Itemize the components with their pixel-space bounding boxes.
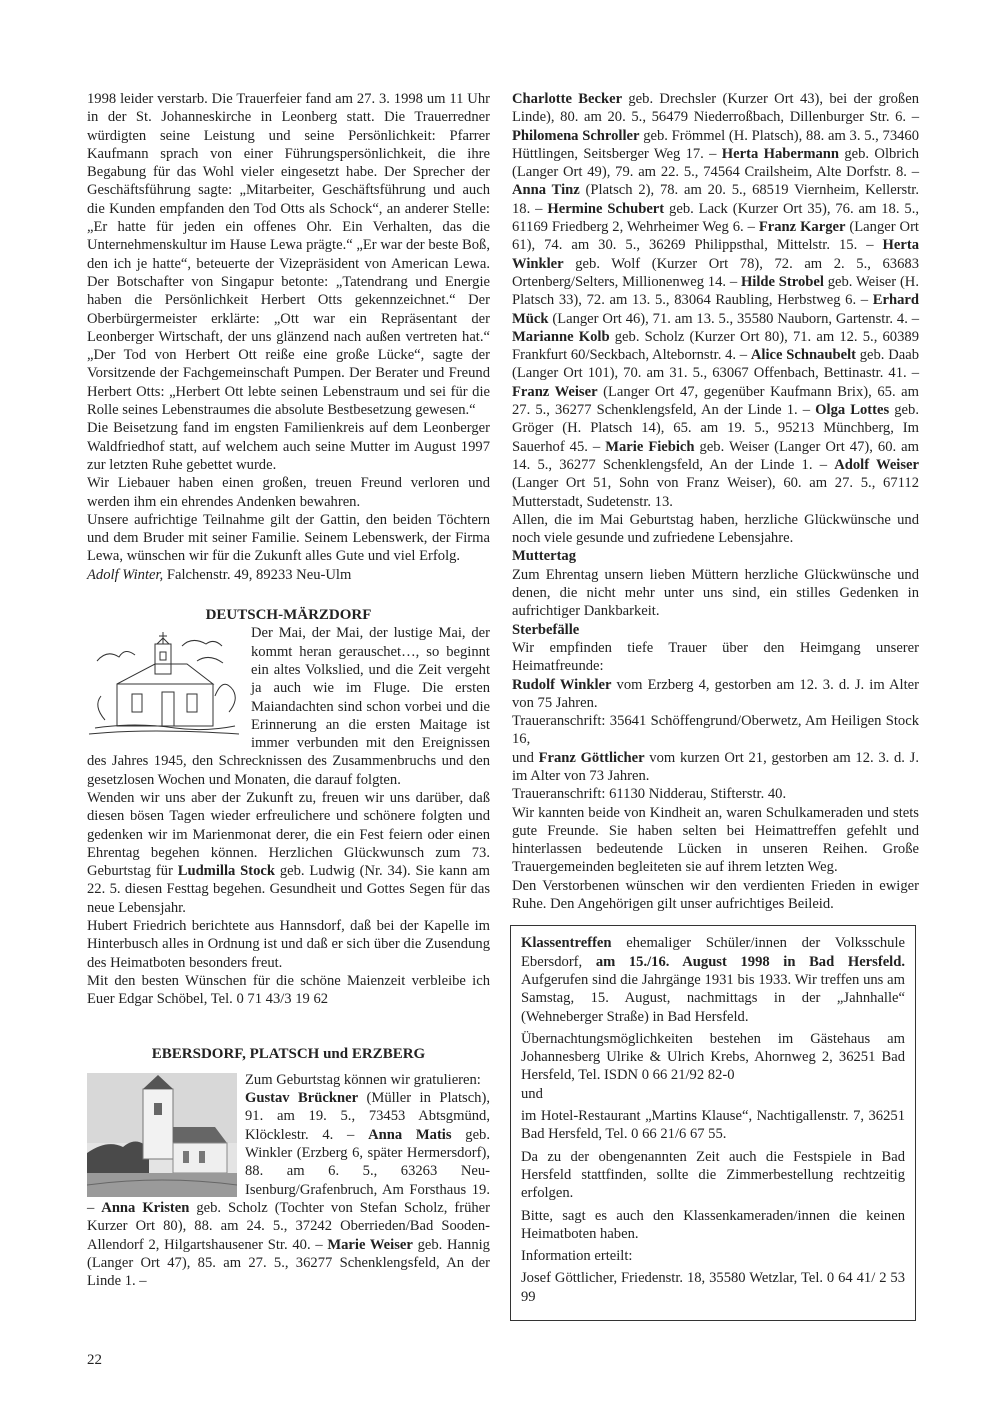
ep-text-1: (Müller in Platsch), 91. am 19. 5., 73453 Abtsgmünd, Klöcklestr. 4. – (245, 1090, 490, 1143)
birthday-list (512, 90, 919, 511)
ebersdorf-intro: Zum Geburtstag können wir gratulieren: (245, 1071, 481, 1088)
ep-name-3: Anna Kristen (101, 1199, 190, 1216)
klassentreffen-box (510, 925, 916, 1321)
bd-name: Hilde Strobel (740, 273, 824, 290)
deceased-1 (512, 676, 919, 713)
section-heading-deutsch-maerzdorf: DEUTSCH-MÄRZDORF (205, 607, 372, 624)
bd-name: Marianne Kolb (512, 328, 610, 345)
muttertag-heading: Muttertag (512, 548, 577, 565)
sterbefaelle-intro: Wir empfinden tiefe Trauer über den Heimgang unserer Heimatfreunde: (512, 639, 919, 675)
bd-name: Alice Schnaubelt (750, 347, 856, 364)
bd-text: geb. Drechsler (Kurzer Ort 43), bei der großen Linde), 80. am 20. 5., 56479 Niederroßbach, Dillenburger Str. 6. – (512, 91, 919, 126)
deceased-2-address: Traueranschrift: 61130 Nidderau, Stifterstr. 40. (512, 786, 787, 803)
sterbefaelle-paragraph-2: Den Verstorbenen wünschen wir den verdienten Frieden in ewiger Ruhe. Den Angehörigen gilt unser aufrichtiges Beileid. (512, 877, 919, 913)
bd-text: geb. Olbrich (Langer Ort 49), 79. am 22. 5., 74564 Crailsheim, Alte Dorfstr. 8. – (512, 145, 919, 181)
page-number: 22 (87, 1352, 102, 1368)
obituary-paragraph-3: Wir Liebauer haben einen großen, treuen Freund verloren und werden ihm ein ehrendes Andenken bewahren. (87, 475, 490, 510)
bd-text: geb. Lack (Kurzer Ort 35), 76. am 18. 5., 61169 Friedberg 2, Wehrheimer Weg 6. – (512, 200, 919, 236)
muttertag-text: Zum Ehrentag unsern lieben Müttern herzliche Glückwünsche und denen, die nicht mehr unter uns sind, ein stilles Gedenken in aufrichtiger Dankbarkeit. (512, 566, 919, 620)
bd-name: Adolf Weiser (834, 456, 919, 473)
ep-text-2: geb. Winkler (Erzberg 6, später Hermersdorf), 88. am 6. 5., 63263 Neu-Isenburg/Grafenbruch, Am Forsthaus 19. – (87, 1126, 490, 1216)
obituary-paragraph-2: Die Beisetzung fand im engsten Familienkreis auf dem Leonberger Waldfriedhof statt, auf welchem auch seine Mutter im August 1997 zur letzten Ruhe gebettet wurde. (87, 420, 490, 473)
left-column (87, 90, 490, 1290)
ep-text-4: geb. Hannig (Langer Ort 47), 85. am 27. 5., 36277 Schenklengsfeld, An der Linde 1. – (87, 1236, 490, 1290)
signature-name: Adolf Winter, (87, 566, 164, 583)
bd-name: Philomena Schroller (512, 127, 640, 144)
sterbefaelle-heading: Sterbefälle (512, 621, 580, 638)
deceased-2 (512, 749, 919, 786)
signature-address: Falchenstr. 49, 89233 Neu-Ulm (166, 566, 352, 583)
deutsch-maerzdorf-paragraph-3: Hubert Friedrich berichtete aus Hannsdorf, daß bei der Kapelle im Hinterbusch alles in Ordnung ist und daß er sich über die Zusendung des Heimatboten besonders freut. (87, 918, 490, 971)
klassentreffen-p7: Information erteilt: (521, 1248, 633, 1265)
deceased-2-name: Franz Göttlicher (538, 749, 645, 766)
bd-text: geb. Daab (Langer Ort 101), 70. am 31. 5., 63067 Offenbach, Bettinastr. 41. – (512, 347, 920, 382)
bd-text: geb. Wolf (Kurzer Ort 78), 72. am 2. 5., 63683 Ortenberg/Selters, Millionenweg 14. – (512, 255, 919, 290)
bd-name: Herta Winkler (512, 237, 919, 272)
chapel-sketch-image (87, 626, 243, 738)
bd-name: Anna Tinz (512, 182, 580, 199)
klassentreffen-p6: Bitte, sagt es auch den Klassenkameraden/innen die keinen Heimatboten haben. (521, 1207, 905, 1242)
dm-p2-text-b: geb. Ludwig (Nr. 34). Sie kann am 22. 5. diesen Festtag begehen. Gesundheit und Gottes Segen für das neue Lebensjahr. (87, 863, 490, 916)
klassentreffen-date: am 15./16. August 1998 in Bad Hersfeld. (595, 953, 905, 970)
deceased-1-text: vom Erzberg 4, gestorben am 12. 3. d. J. im Alter von 75 Jahren. (512, 676, 919, 711)
bd-name: Charlotte Becker (512, 91, 623, 107)
obituary-paragraph-4-text: Unsere aufrichtige Teilnahme gilt der Gattin, den beiden Töchtern und dem Bruder mit seiner Familie. Seinem Lebenswerk, der Firma Lewa, wünschen wir für die Zukunft alles Gute und viel Erfolg. (87, 511, 490, 565)
klassentreffen-p3: und (521, 1085, 543, 1102)
klassentreffen-p1 (521, 934, 905, 1025)
right-column (512, 90, 919, 1321)
bd-text: (Platsch 2), 78. am 20. 5., 68519 Viernheim, Kellerstr. 18. – (512, 182, 919, 217)
bd-text: geb. Scholz (Kurzer Ort 80), 71. am 12. 5., 60389 Frankfurt 60/Seckbach, Altebornstr. 4. – (512, 328, 919, 364)
bd-text: (Langer Ort 61), 74. am 30. 5., 36269 Philippsthal, Mittelstr. 15. – (512, 219, 919, 254)
klassentreffen-p8: Josef Göttlicher, Friedenstr. 18, 35580 Wetzlar, Tel. 0 64 41/ 2 53 99 (521, 1270, 905, 1305)
deceased-2-text: vom kurzen Ort 21, gestorben am 12. 3. d. J. im Alter von 73 Jahren. (512, 749, 919, 784)
deutsch-maerzdorf-paragraph-4: Mit den besten Wünschen für die schöne Maienzeit verbleibe ich Euer Edgar Schöbel, Tel. 0 71 43/3 19 62 (87, 972, 490, 1008)
bd-text: geb. Gröger (H. Platsch 14), 65. am 19. 5., 95213 Münchberg, Im Sauerhof 45. – (512, 402, 919, 455)
bd-name: Herta Habermann (721, 145, 840, 162)
ep-name-4: Marie Weiser (327, 1236, 413, 1253)
deceased-2-prefix: und (512, 749, 539, 766)
deceased-1-address: Traueranschrift: 35641 Schöffengrund/Oberwetz, Am Heiligen Stock 16, (512, 713, 919, 748)
klassentreffen-p4: im Hotel-Restaurant „Martins Klause“, Nachtigallenstr. 7, 36251 Bad Hersfeld, Tel. 0 66 21/6 67 55. (521, 1108, 905, 1143)
bd-text: (Langer Ort 51, Sohn von Franz Weiser), 60. am 27. 5., 67112 Mutterstadt, Sudetenstr. 13. (512, 475, 919, 510)
bd-text: geb. Weiser (Langer Ort 47), 60. am 14. 5., 36277 Schenklengsfeld, An der Linde 1. – (512, 438, 919, 473)
ep-text-3: geb. Scholz (Tochter von Stefan Scholz, früher Kurzer Ort 80), 88. am 24. 5., 37242 Oberrieden/Bad Sooden-Allendorf 2, Hilgartshausener Str. 40. – (87, 1199, 491, 1253)
obituary-paragraph-4 (87, 511, 490, 584)
deceased-1-name: Rudolf Winkler (512, 676, 612, 693)
bd-name: Franz Weiser (512, 383, 598, 400)
church-photo-image (87, 1073, 237, 1197)
bd-text: (Langer Ort 47, gegenüber Kaufmann Brix), 65. am 27. 5., 36277 Schenklengsfeld, An der Linde 1. – (512, 383, 919, 419)
klassentreffen-p2: Übernachtungsmöglichkeiten bestehen im Gästehaus am Johannesberg Ulrike & Ulrich Krebs, Ahornweg 2, 36251 Bad Hersfeld, Tel. ISDN 0 66 21/92 82-0 (521, 1030, 905, 1084)
section-heading-ebersdorf: EBERSDORF, PLATSCH und ERZBERG (151, 1045, 426, 1062)
bd-name: Franz Karger (758, 219, 846, 236)
bd-text: geb. Frömmel (H. Platsch), 88. am 3. 5., 73460 Hüttlingen, Seitsberger Weg 17. – (512, 127, 920, 162)
bd-text: (Langer Ort 46), 71. am 13. 5., 35580 Nauborn, Gartenstr. 4. – (548, 310, 919, 327)
dm-p2-name: Ludmilla Stock (177, 863, 275, 880)
ep-name-2: Anna Matis (368, 1126, 452, 1143)
obituary-paragraph-1: 1998 leider verstarb. Die Trauerfeier fand am 27. 3. 1998 um 11 Uhr in der St. Johanneskirche in Leonberg statt. Die Trauerredner würdigten seine Leistung und seine Persönlichkeit: Pfarrer Kaufmann sprach von einer Führungspersönlichkeit, die ihre Begabung für das Wohl vieler eingesetzt habe. Der Sprecher der Geschäftsführung sagte: „Mitarbeiter, Geschäftsführung und auch die Kunden empfanden den Tod Otts als Schock“, an anderer Stelle: „Er hatte für jeden ein offenes Ohr. Ein Verhalten, das die Unternehmenskultur im Hause Lewa prägte.“ „Er war der beste Boß, den ich je hatte“, beteuerte der Vizepräsident von American Lewa. Der Botschafter von Singapur betonte: „Tatendrang und Energie haben die Persönlichkeit Herbert Otts gekennzeichnet.“ Der Oberbürgermeister erklärte: „Ott war ein Repräsentant der Leonberger Wirtschaft, der uns glänzend nach außen vertreten hat.“ „Der Tod von Herbert Ott reiße eine große Lücke“, sagte der Vorsitzende der Fachgemeinschaft Pumpen. Der Berater und Freund Herbert Otts: „Herbert Ott lebte seinen Lebenstraum und sei für die Rolle seines Lebenstraumes die absolute Bestbesetzung gewesen.“ (87, 91, 490, 419)
klassentreffen-title: Klassentreffen (521, 935, 612, 952)
bd-name: Marie Fiebich (605, 438, 695, 455)
birthday-closing: Allen, die im Mai Geburtstag haben, herzliche Glückwünsche und noch viele gesunde und zufriedene Lebensjahre. (512, 511, 919, 547)
deutsch-maerzdorf-paragraph-1: Der Mai, der Mai, der lustige Mai, der kommt heran gerauschet…, so beginnt ein altes Volkslied, und die Zeit vergeht ja auch wie im Fluge. Die ersten Maiandachten sind schon vorbei und die Erinnerung an die ersten Maitage ist immer verbunden mit den Ereignissen des Jahres 1945, den Schrecknissen des Zusammenbruchs und den gesetzlosen Wochen und Monaten, die darauf folgten. (87, 625, 490, 788)
bd-name: Olga Lottes (815, 402, 890, 419)
klassentreffen-t2: Aufgerufen sind die Jahrgänge 1931 bis 1933. Wir treffen uns am Samstag, 15. August, nachmittags in der „Jahnhalle“ (Wehneberger Straße) in Bad Hersfeld. (521, 971, 905, 1025)
deutsch-maerzdorf-paragraph-2 (87, 789, 490, 917)
sterbefaelle-paragraph-1: Wir kannten beide von Kindheit an, waren Schulkameraden und stets gute Freunde. Sie haben selten bei Heimattreffen gefehlt und hinterlassen bedeutende Lücken in unseren Reihen. Große Trauergemeinden begleiteten sie auf ihrem letzten Weg. (512, 804, 919, 876)
bd-name: Hermine Schubert (547, 200, 665, 217)
klassentreffen-p5: Da zu der obengenannten Zeit auch die Festspiele in Bad Hersfeld stattfinden, sollte die Zimmerbestellung rechtzeitig erfolgen. (521, 1148, 905, 1202)
bd-text: geb. Weiser (H. Platsch 33), 72. am 13. 5., 83064 Raubling, Herbstweg 6. – (512, 273, 919, 309)
dm-p2-text-a: Wenden wir uns aber der Zukunft zu, freuen wir uns darüber, daß diesen bösen Tagen wieder erfreulichere und schönere folgten und gedenken wir im Marienmonat derer, die ein Fest feiern oder einen Ehrentag begehen können. Herzlichen Glückwunsch zum 73. Geburtstag für (87, 789, 490, 880)
klassentreffen-t1: ehemaliger Schüler/innen der Volksschule Ebersdorf, (521, 935, 905, 970)
ep-name-1: Gustav Brückner (245, 1090, 359, 1107)
bd-name: Erhard Mück (512, 292, 919, 327)
